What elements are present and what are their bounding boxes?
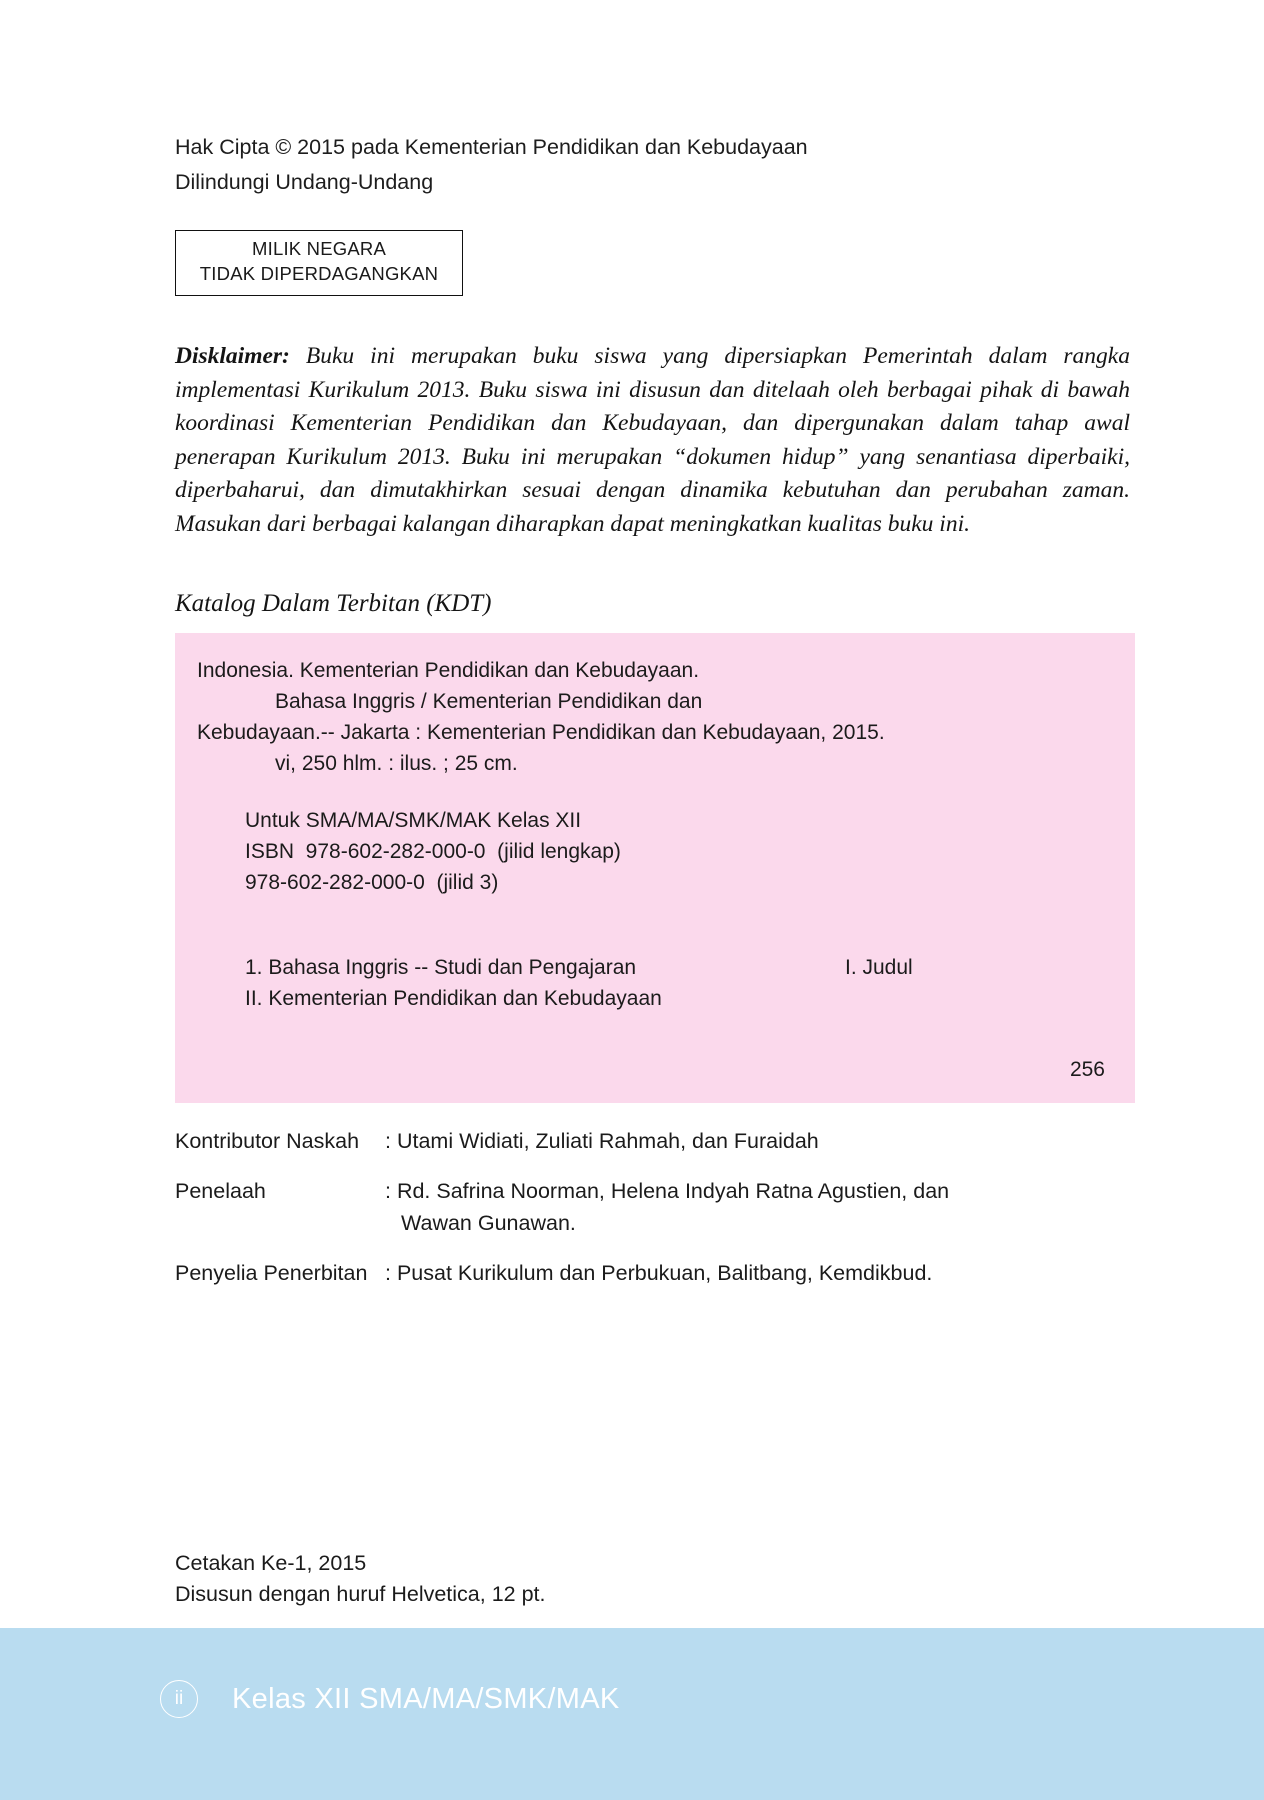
catalog-title-entry: I. Judul <box>845 956 913 979</box>
catalog-line-3: Kebudayaan.-- Jakarta : Kementerian Pendidikan dan Kebudayaan, 2015. <box>197 721 885 744</box>
state-property-box <box>175 230 463 296</box>
state-property-line-2: TIDAK DIPERDAGANGKAN <box>199 263 439 284</box>
disclaimer-label: Disklaimer: <box>175 343 290 369</box>
credit-value: : Pusat Kurikulum dan Perbukuan, Balitbang, Kemdikbud. <box>385 1261 933 1285</box>
print-info-line-1: Cetakan Ke-1, 2015 <box>175 1551 367 1575</box>
catalog-box <box>175 633 1135 1103</box>
copyright-line-2: Dilindungi Undang-Undang <box>175 170 434 194</box>
catalog-subject-2: II. Kementerian Pendidikan dan Kebudayaan <box>245 987 662 1010</box>
catalog-spacer-1 <box>197 779 1113 805</box>
disclaimer-paragraph <box>175 340 1130 541</box>
catalog-ddc-number: 256 <box>1069 1058 1105 1081</box>
page-number-badge: ii <box>160 1680 198 1718</box>
credit-row <box>175 1175 1135 1239</box>
catalog-spacer-2 <box>197 898 1113 952</box>
catalog-line-2: Bahasa Inggris / Kementerian Pendidikan dan <box>275 690 703 713</box>
catalog-line-4: vi, 250 hlm. : ilus. ; 25 cm. <box>275 752 518 775</box>
page-footer <box>0 1628 1264 1800</box>
catalog-line-6: ISBN 978-602-282-000-0 (jilid lengkap) <box>245 840 621 863</box>
credit-value-continuation: Wawan Gunawan. <box>401 1211 576 1235</box>
print-info-line-2: Disusun dengan huruf Helvetica, 12 pt. <box>175 1582 546 1606</box>
credit-value: : Utami Widiati, Zuliati Rahmah, dan Furaidah <box>385 1129 819 1153</box>
footer-content <box>160 1680 620 1718</box>
credit-label: Penelaah <box>175 1179 266 1203</box>
catalog-line-5: Untuk SMA/MA/SMK/MAK Kelas XII <box>245 809 582 832</box>
catalog-subject-row-1 <box>197 952 1113 983</box>
print-info <box>175 1548 546 1610</box>
catalog-heading: Katalog Dalam Terbitan (KDT) <box>175 590 492 617</box>
credit-value: : Rd. Safrina Noorman, Helena Indyah Ratna Agustien, dan <box>385 1179 950 1203</box>
copyright-line-1: Hak Cipta © 2015 pada Kementerian Pendidikan dan Kebudayaan <box>175 135 808 159</box>
credit-row <box>175 1257 1135 1289</box>
copyright-block <box>175 130 1135 200</box>
credit-label: Kontributor Naskah <box>175 1129 360 1153</box>
page-content <box>175 130 1135 1307</box>
catalog-line-1: Indonesia. Kementerian Pendidikan dan Kebudayaan. <box>197 659 700 682</box>
catalog-line-7: 978-602-282-000-0 (jilid 3) <box>245 871 499 894</box>
footer-title: Kelas XII SMA/MA/SMK/MAK <box>232 1682 620 1715</box>
catalog-subject-1: 1. Bahasa Inggris -- Studi dan Pengajaran <box>245 956 637 979</box>
credit-value-group <box>385 1175 1135 1239</box>
credit-label: Penyelia Penerbitan <box>175 1261 368 1285</box>
disclaimer-text: Buku ini merupakan buku siswa yang dipersiapkan Pemerintah dalam rangka implementasi Kurikulum 2013. Buku siswa ini disusun dan ditelaah oleh berbagai pihak di bawah koordinasi Kementerian Pendidikan dan Kebudayaan, dan dipergunakan dalam tahap awal penerapan Kurikulum 2013. Buku ini merupakan “dokumen hidup” yang senantiasa diperbaiki, diperbaharui, dan dimutakhirkan sesuai dengan dinamika kebutuhan dan perubahan zaman. Masukan dari berbagai kalangan diharapkan dapat meningkatkan kualitas buku ini. <box>175 343 1130 537</box>
credits-list <box>175 1125 1135 1289</box>
state-property-line-1: MILIK NEGARA <box>252 238 386 259</box>
credit-row <box>175 1125 1135 1157</box>
